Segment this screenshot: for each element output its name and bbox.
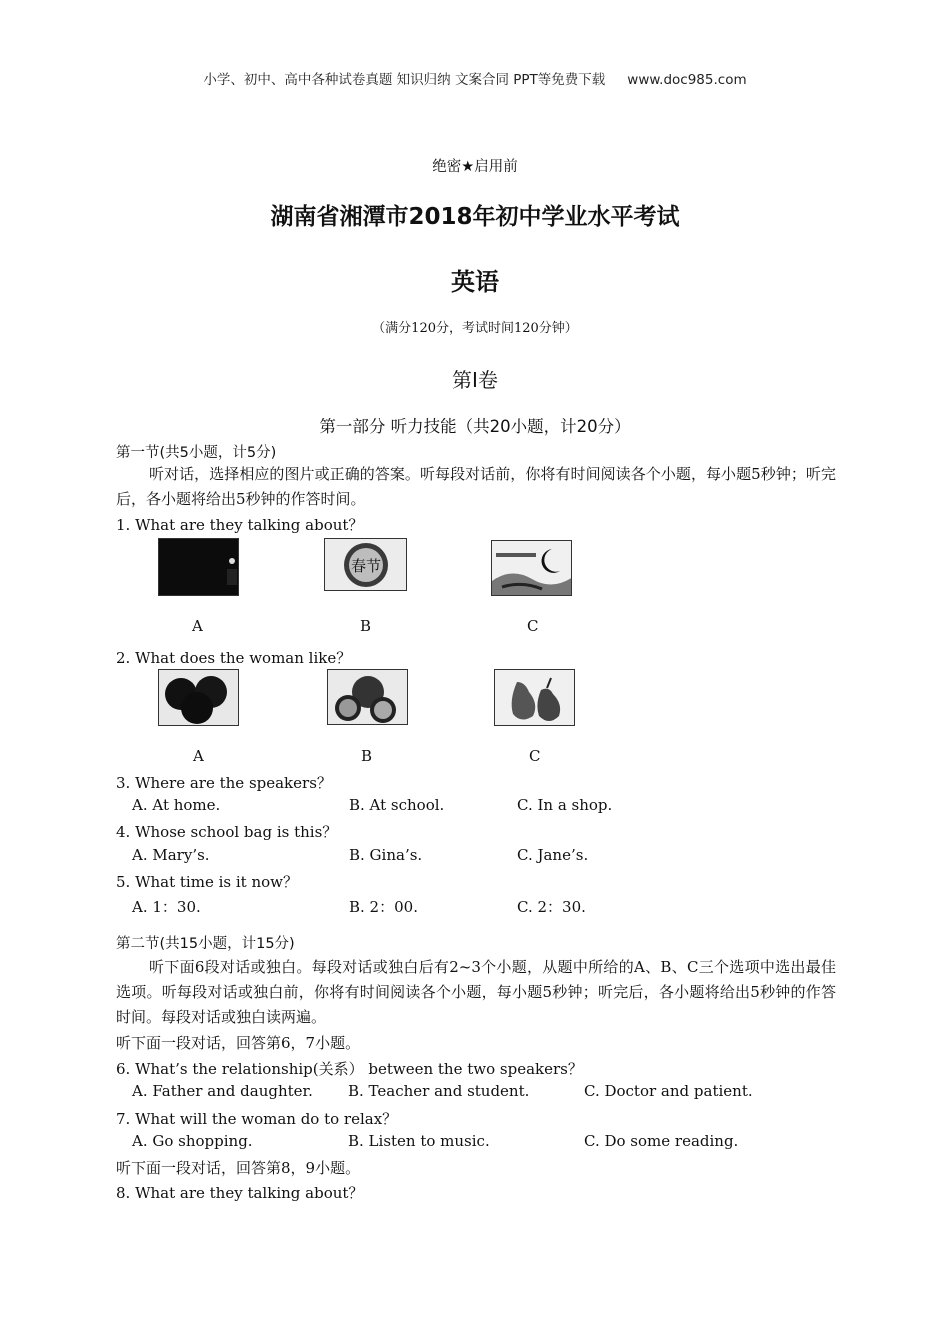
part1-heading: 第一部分 听力技能（共20小题，计20分） <box>319 417 631 436</box>
q3-option-a[interactable]: A. At home. <box>132 796 221 814</box>
q3-option-c[interactable]: C. In a shop. <box>517 796 613 814</box>
plums-image <box>159 670 239 726</box>
section1-heading: 第一节(共5小题，计5分) <box>116 445 277 461</box>
section2-instructions: 听下面6段对话或独白。每段对话或独白后有2~3个小题，从题中所给的A、B、C三个选项中选出最佳选项。听每段对话或独白前，你将有时间阅读各个小题，每小题5秒钟；听完后，各小题将给出5秒钟的作答时间。每段对话或独白读两遍。 <box>116 958 836 1026</box>
intro-q6-q7: 听下面一段对话，回答第6，7小题。 <box>116 1034 361 1052</box>
q2-picture-b[interactable] <box>327 669 408 725</box>
site-header <box>0 68 950 88</box>
q1-picture-a[interactable] <box>158 538 239 596</box>
section2-heading: 第二节(共15小题，计15分) <box>116 936 295 952</box>
q2-stem: 2. What does the woman like？ <box>116 649 352 667</box>
q5-option-a[interactable]: A. 1：30. <box>132 898 201 916</box>
oranges-image <box>328 670 408 725</box>
header-url[interactable]: www.doc985.com <box>627 72 747 88</box>
q4-option-b[interactable]: B. Gina’s. <box>349 846 423 864</box>
pears-image <box>495 670 575 726</box>
q1-picture-b[interactable] <box>324 538 407 591</box>
q4-option-c[interactable]: C. Jane’s. <box>517 846 589 864</box>
q4-stem: 4. Whose school bag is this？ <box>116 823 338 841</box>
intro-q8-q9: 听下面一段对话，回答第8，9小题。 <box>116 1159 361 1177</box>
q1-picture-c[interactable] <box>491 540 572 596</box>
moon-landscape-image <box>492 541 572 596</box>
q2-label-b: B <box>361 747 373 765</box>
spring-festival-image <box>325 539 407 591</box>
q1-stem: 1. What are they talking about？ <box>116 516 364 534</box>
q5-option-b[interactable]: B. 2：00. <box>349 898 418 916</box>
q5-stem: 5. What time is it now？ <box>116 873 298 891</box>
q3-option-b[interactable]: B. At school. <box>349 796 445 814</box>
score-note: （满分120分，考试时间120分钟） <box>372 321 578 336</box>
night-scene-image <box>159 539 239 596</box>
q3-stem: 3. Where are the speakers？ <box>116 774 332 792</box>
section1-instructions: 听对话，选择相应的图片或正确的答案。听每段对话前，你将有时间阅读各个小题，每小题5秒钟；听完后，各小题将给出5秒钟的作答时间。 <box>116 465 836 508</box>
q2-label-c: C <box>529 747 541 765</box>
header-ad-text: 小学、初中、高中各种试卷真题 知识归纳 文案合同 PPT等免费下载 <box>203 72 606 88</box>
volume-heading: 第Ⅰ卷 <box>452 368 498 392</box>
q7-option-c[interactable]: C. Do some reading. <box>584 1132 739 1150</box>
q6-option-a[interactable]: A. Father and daughter. <box>132 1082 313 1100</box>
q1-label-a: A <box>192 617 203 635</box>
q8-stem: 8. What are they talking about？ <box>116 1184 364 1202</box>
q2-picture-a[interactable] <box>158 669 239 726</box>
q4-option-a[interactable]: A. Mary’s. <box>132 846 210 864</box>
q6-stem: 6. What’s the relationship(关系） between the two speakers？ <box>116 1060 583 1078</box>
q6-option-c[interactable]: C. Doctor and patient. <box>584 1082 753 1100</box>
secret-mark: 绝密★启用前 <box>432 159 518 175</box>
q1-label-c: C <box>527 617 539 635</box>
q1-label-b: B <box>360 617 372 635</box>
q2-picture-c[interactable] <box>494 669 575 726</box>
svg-text:春节: 春节 <box>350 557 382 575</box>
q5-option-c[interactable]: C. 2：30. <box>517 898 586 916</box>
q7-stem: 7. What will the woman do to relax？ <box>116 1110 398 1128</box>
q2-label-a: A <box>193 747 204 765</box>
exam-subject: 英语 <box>451 268 499 296</box>
q6-option-b[interactable]: B. Teacher and student. <box>348 1082 530 1100</box>
q7-option-a[interactable]: A. Go shopping. <box>132 1132 253 1150</box>
q7-option-b[interactable]: B. Listen to music. <box>348 1132 490 1150</box>
exam-title: 湖南省湘潭市2018年初中学业水平考试 <box>270 204 680 230</box>
